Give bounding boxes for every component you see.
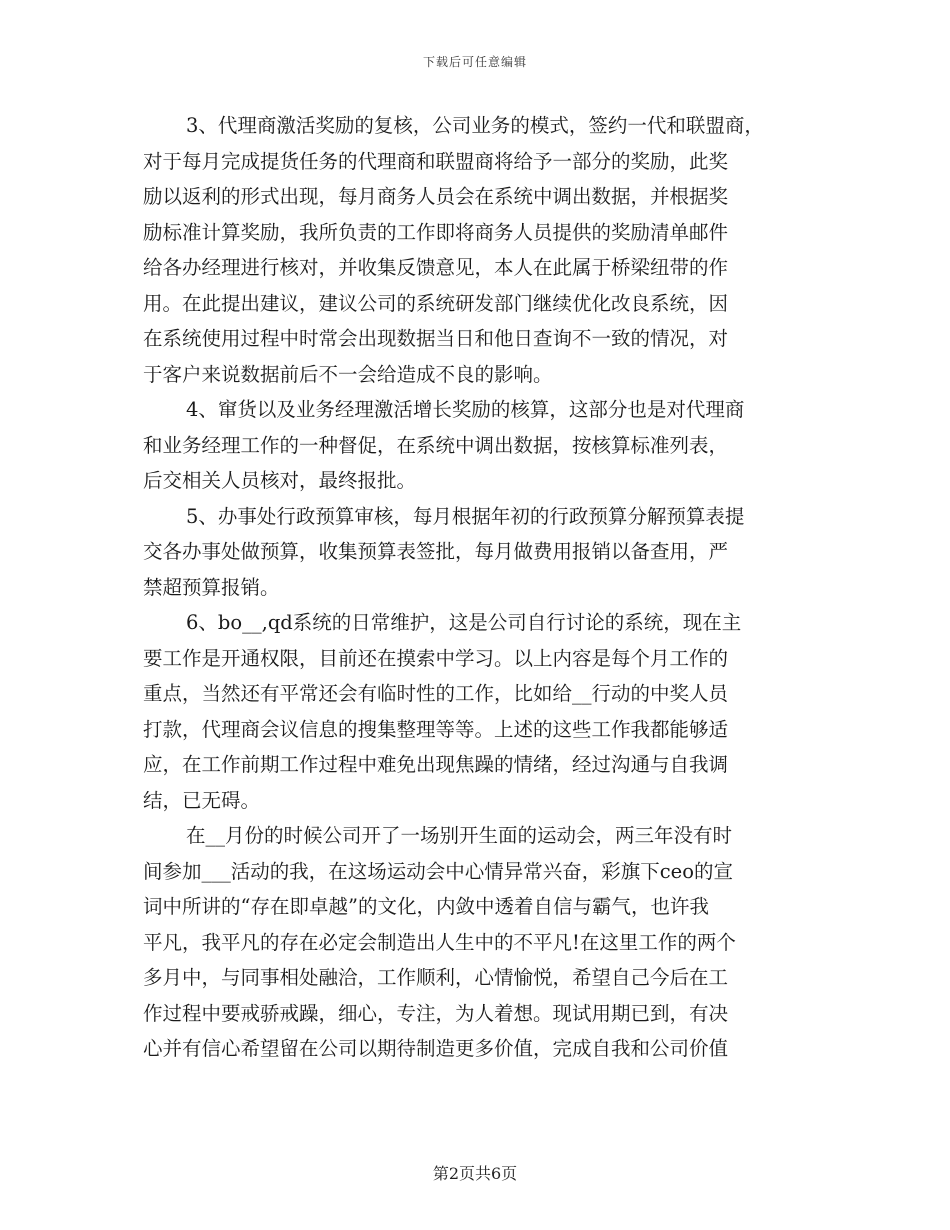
document-body (143, 108, 811, 1067)
text-line: 多月中，与同事相处融洽，工作顺利，心情愉悦，希望自己今后在工 (143, 966, 729, 989)
text-line: 6、bo__,qd系统的日常维护，这是公司自行讨论的系统，现在主 (186, 611, 742, 634)
text-line: 后交相关人员核对，最终报批。 (143, 469, 417, 492)
text-line: 交各办事处做预算，收集预算表签批，每月做费用报销以备查用，严 (143, 540, 729, 563)
text-line: 3、代理商激活奖励的复核，公司业务的模式，签约一代和联盟商， (186, 114, 764, 137)
text-line: 作过程中要戒骄戒躁，细心，专注，为人着想。现试用期已到，有决 (143, 1001, 729, 1025)
page-header: 下载后可任意编辑 (422, 55, 527, 69)
page-footer: 第2页共6页 (432, 1164, 518, 1183)
text-line: 平凡，我平凡的存在必定会制造出人生中的不平凡!在这里工作的两个 (143, 930, 736, 954)
text-line: 对于每月完成提货任务的代理商和联盟商将给予一部分的奖励，此奖 (143, 149, 729, 173)
text-line: 间参加___活动的我，在这场运动会中心情异常兴奋，彩旗下ceo的宣 (143, 859, 733, 883)
text-line: 要工作是开通权限，目前还在摸索中学习。以上内容是每个月工作的 (143, 646, 729, 670)
text-line: 4、窜货以及业务经理激活增长奖励的核算，这部分也是对代理商 (186, 398, 745, 421)
text-line: 应，在工作前期工作过程中难免出现焦躁的情绪，经过沟通与自我调 (143, 753, 729, 776)
text-line: 心并有信心希望留在公司以期待制造更多价值，完成自我和公司价值 (143, 1037, 729, 1060)
text-line: 5、办事处行政预算审核，每月根据年初的行政预算分解预算表提 (186, 504, 745, 528)
text-line: 词中所讲的“存在即卓越”的文化，内敛中透着自信与霸气，也许我 (143, 895, 709, 918)
text-line: 励以返利的形式出现，每月商务人员会在系统中调出数据，并根据奖 (143, 185, 729, 208)
text-line: 结，已无碍。 (143, 788, 261, 812)
text-line: 重点，当然还有平常还会有临时性的工作，比如给__行动的中奖人员 (143, 682, 729, 705)
text-line: 给各办经理进行核对，并收集反馈意见，本人在此属于桥梁纽带的作 (143, 256, 729, 279)
text-line: 在系统使用过程中时常会出现数据当日和他日查询不一致的情况，对 (143, 327, 729, 350)
text-line: 在__月份的时候公司开了一场别开生面的运动会，两三年没有时 (186, 824, 733, 847)
text-line: 禁超预算报销。 (143, 575, 280, 599)
text-line: 励标准计算奖励，我所负责的工作即将商务人员提供的奖励清单邮件 (143, 220, 729, 244)
text-line: 和业务经理工作的一种督促，在系统中调出数据，按核算标准列表， (143, 433, 729, 457)
text-line: 于客户来说数据前后不一会给造成不良的影响。 (143, 362, 553, 386)
text-line: 用。在此提出建议，建议公司的系统研发部门继续优化改良系统，因 (143, 291, 729, 315)
text-line: 打款，代理商会议信息的搜集整理等等。上述的这些工作我都能够适 (143, 717, 729, 741)
